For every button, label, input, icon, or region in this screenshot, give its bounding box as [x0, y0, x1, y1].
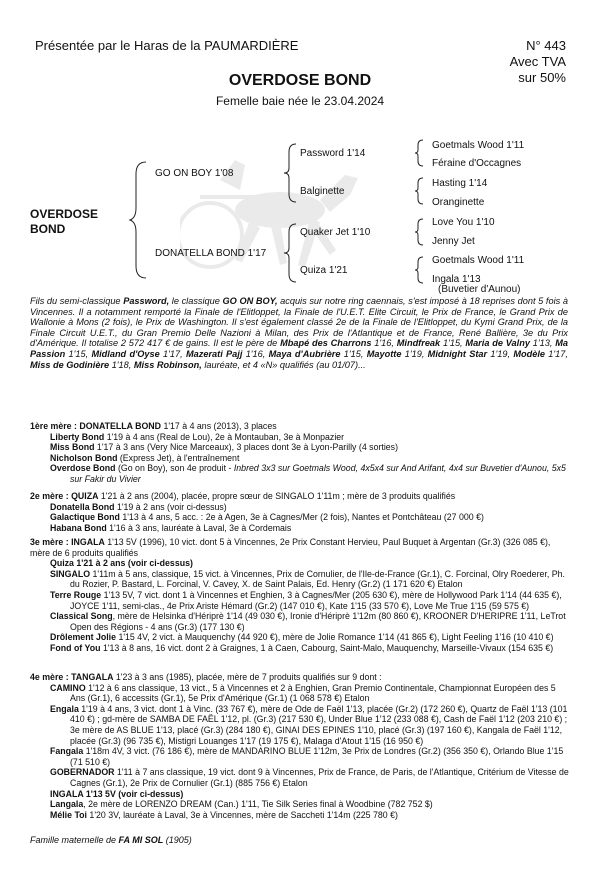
- fourth-dam-section: 4e mère : TANGALA 1'23 à 3 ans (1985), placée, mère de 7 produits qualifiés sur 9 dont : CAMINO 1'12 à 6 ans classique, 13 vict., 5 à Vincennes et 2 à Enghien, Gran Premio Continentale, Championnat Européen des 5 Ans (Gr.1), 6 accessits (Gr.1), 5e Prix d'Amérique (Gr.1) (1 068 578 €) Etalon Engala 1'19 à 4 ans, 3 vict. dont 1 à Vinc. (33 767 €), mère de Ode de Faël 1'13, placée (Gr.2) (172 260 €), Quartz de Faël 1'13 (101 410 €) ; gd-mère de SAMBA DE FAËL 1'12, pl. (Gr.3) (217 530 €), Under Blue 1'12 (233 088 €), Cash de Faël 1'12 (203 210 €) ; 3e mère de AS BLUE 1'13, placé (Gr.3) (284 180 €), GINAI DES EPINES 1'10, placé (Gr.3) (197 160 €), Kangala de Faël 1'12, placée (Gr.3) (96 735 €), Mistigri Louanges 1'17 (19 175 €), Malaga d'Atout 1'15 (16 950 €) Fangala 1'18m 4V, 3 vict. (76 186 €), mère de MANDARINO BLUE 1'12m, 3e Prix de Londres (Gr.2) (356 350 €), Orlando Blue 1'15 (71 510 €) GOBERNADOR 1'11 à 7 ans classique, 19 vict. dont 9 à Vincennes, Prix de France, de Paris, de l'Atlantique, Critérium de Vitesse de Cagnes (Gr.1), 2e Prix de Cornulier (Gr.1) (885 756 €) Etalon INGALA 1'13 5V (voir ci-dessus) Langala, 2e mère de LORENZO DREAM (Can.) 1'11, Tie Silk Series final à Woodbine (782 752 $) Mélie Toi 1'20 3V, lauréate à Laval, 3e à Vincennes, mère de Saccheti 1'14m (225 780 €): [30, 672, 569, 820]
- ggp-1: Goetmals Wood 1'11: [432, 140, 525, 151]
- pedigree-brace-main: [128, 160, 150, 280]
- vat-rate: sur 50%: [518, 70, 566, 85]
- pedigree-horse-line2: BOND: [30, 222, 66, 236]
- ggp-8: Ingala 1'13: [432, 274, 481, 285]
- fourth-dam-heading: 4e mère : TANGALA: [30, 672, 114, 682]
- first-dam-section: 1ère mère : DONATELLA BOND 1'17 à 4 ans (2013), 3 places Liberty Bond 1'19 à 4 ans (Real de Lou), 2e à Montauban, 3e à Monpazier Miss Bond 1'17 à 3 ans (Very Nice Marceaux), 3 places dont 3e à Lyon-Parilly (4 sorties) Nicholson Bond (Express Jet), à l'entraînement Overdose Bond (Go on Boy), son 4e produit - Inbred 3x3 sur Goetmals Wood, 4x5x4 sur And Arifant, 4x4 sur Buvetier d'Aunou, 5x5 sur Fakir du Vivier: [30, 421, 566, 484]
- presenter-text: Présentée par le Haras de la PAUMARDIÈRE: [35, 38, 299, 53]
- ggp-3: Hasting 1'14: [432, 178, 488, 189]
- ggp-brace-2: [413, 176, 425, 206]
- ggp-4: Oranginette: [432, 197, 485, 208]
- ggp-brace-3: [413, 217, 425, 247]
- ggp-7: Goetmals Wood 1'11: [432, 255, 525, 266]
- sire-name: GO ON BOY 1'08: [155, 168, 234, 179]
- second-dam-heading: 2e mère : QUIZA: [30, 491, 99, 501]
- vat-label: Avec TVA: [509, 54, 566, 69]
- maternal-family: Famille maternelle de FA MI SOL (1905): [30, 835, 192, 845]
- horse-description: Femelle baie née le 23.04.2024: [215, 94, 385, 108]
- ggp-2: Féraine d'Occagnes: [432, 158, 522, 169]
- dam-name: DONATELLA BOND 1'17: [155, 248, 267, 259]
- dam-brace: [282, 222, 298, 284]
- sire-brace: [282, 142, 298, 204]
- ggp-8-note: (Buvetier d'Aunou): [438, 284, 521, 295]
- third-dam-heading: 3e mère : INGALA: [30, 537, 105, 547]
- ggp-5: Love You 1'10: [432, 217, 495, 228]
- dam-dam-name: Quiza 1'21: [300, 265, 348, 276]
- dam-sire-name: Quaker Jet 1'10: [300, 227, 371, 238]
- ggp-6: Jenny Jet: [432, 236, 475, 247]
- second-dam-section: 2e mère : QUIZA 1'21 à 2 ans (2004), placée, propre sœur de SINGALO 1'11m ; mère de 3 produits qualifiés Donatella Bond 1'19 à 2 ans (voir ci-dessus) Galactique Bond 1'13 à 4 ans, 5 acc. : 2e à Agen, 3e à Cagnes/Mer (2 fois), Nantes et Pontchâteau (27 000 €) Habana Bond 1'16 à 3 ans, lauréate à Laval, 3e à Cordemais: [30, 491, 484, 533]
- horse-title: OVERDOSE BOND: [228, 72, 372, 89]
- ggp-brace-1: [413, 138, 425, 168]
- sire-dam-name: Balginette: [300, 186, 345, 197]
- intro-paragraph: Fils du semi-classique Password, le classique GO ON BOY, acquis sur notre ring caennais, s'est imposé à 18 reprises dont 5 fois à Vincennes. Il a notamment remporté la Finale de l'Elitloppet, la Finale de l'U.E.T. Elite Circuit, le Prix de France, le Grand Prix de Wallonie à Mons (2 fois), le Prix de Washington. Il s'est également classé 2e de la Finale de l'Elitloppet, du Kymi Grand Prix, de la Finale Circuit U.E.T., du Gran Premio Delle Nazioni à Milan, des Prix de l'Atlantique et de France, René Ballière, 3e du Prix d'Amérique. Il totalise 2 572 417 € de gains. Il est le père de Mbapé des Charrons 1'16, Mindfreak 1'15, Maria de Valny 1'13, Ma Passion 1'15, Midland d'Oyse 1'17, Mazerati Pajj 1'16, Maya d'Aubrière 1'15, Mayotte 1'19, Midnight Star 1'19, Modèle 1'17, Miss de Godinière 1'18, Miss Robinson, lauréate, et 4 «N» qualifiés (au 01/07)...: [30, 296, 568, 370]
- third-dam-section: 3e mère : INGALA 1'13 5V (1996), 10 vict. dont 5 à Vincennes, 2e Prix Constant Hervieu, Paul Buquet à Argentan (Gr.3) (326 085 €), mère de 6 produits qualifiés Quiza 1'21 à 2 ans (voir ci-dessus) SINGALO 1'11m à 5 ans, classique, 15 vict. à Vincennes, Prix de Cornulier, de l'Ile-de-France (Gr.1), C. Forcinal, Olry Roederer, Ph. du Rozier, P. Bastard, L. Forcinal, V. Cavey, X. de Saint Palais, Ed. Henry (Gr.2) (1 171 620 €) Etalon Terre Rouge 1'13 5V, 7 vict. dont 1 à Vincennes et Enghien, 3 à Cagnes/Mer (205 630 €), mère de Hollywood Park 1'14 (44 635 €), JOYCE 1'11, semi-clas., 4e Prix Ariste Hémard (Gr.2) (147 010 €), Kate 1'15 (33 570 €), Love Me True 1'15 (59 575 €) Classical Song, mère de Helsinka d'Hériprè 1'14 (49 030 €), Ironie d'Hériprè 1'12m (80 860 €), KROONER D'HERIPRE 1'11, LeTrot Open des Régions - 4 ans (Gr.3) (177 130 €) Drôlement Jolie 1'15 4V, 2 vict. à Mauquenchy (44 920 €), mère de Jolie Romance 1'14 (41 865 €), Light Feeling 1'16 (10 410 €) Fond of You 1'13 à 8 ans, 16 vict. dont 2 à Graignes, 1 à Caen, Cabourg, Saint-Malo, Mauquenchy, Marseille-Vivaux (154 635 €): [30, 537, 566, 653]
- lot-number: N° 443: [526, 38, 566, 53]
- ggp-brace-4: [413, 255, 425, 285]
- first-dam-heading: 1ère mère : DONATELLA BOND: [30, 421, 161, 431]
- sire-sire-name: Password 1'14: [300, 148, 366, 159]
- pedigree-horse-line1: OVERDOSE: [30, 207, 99, 221]
